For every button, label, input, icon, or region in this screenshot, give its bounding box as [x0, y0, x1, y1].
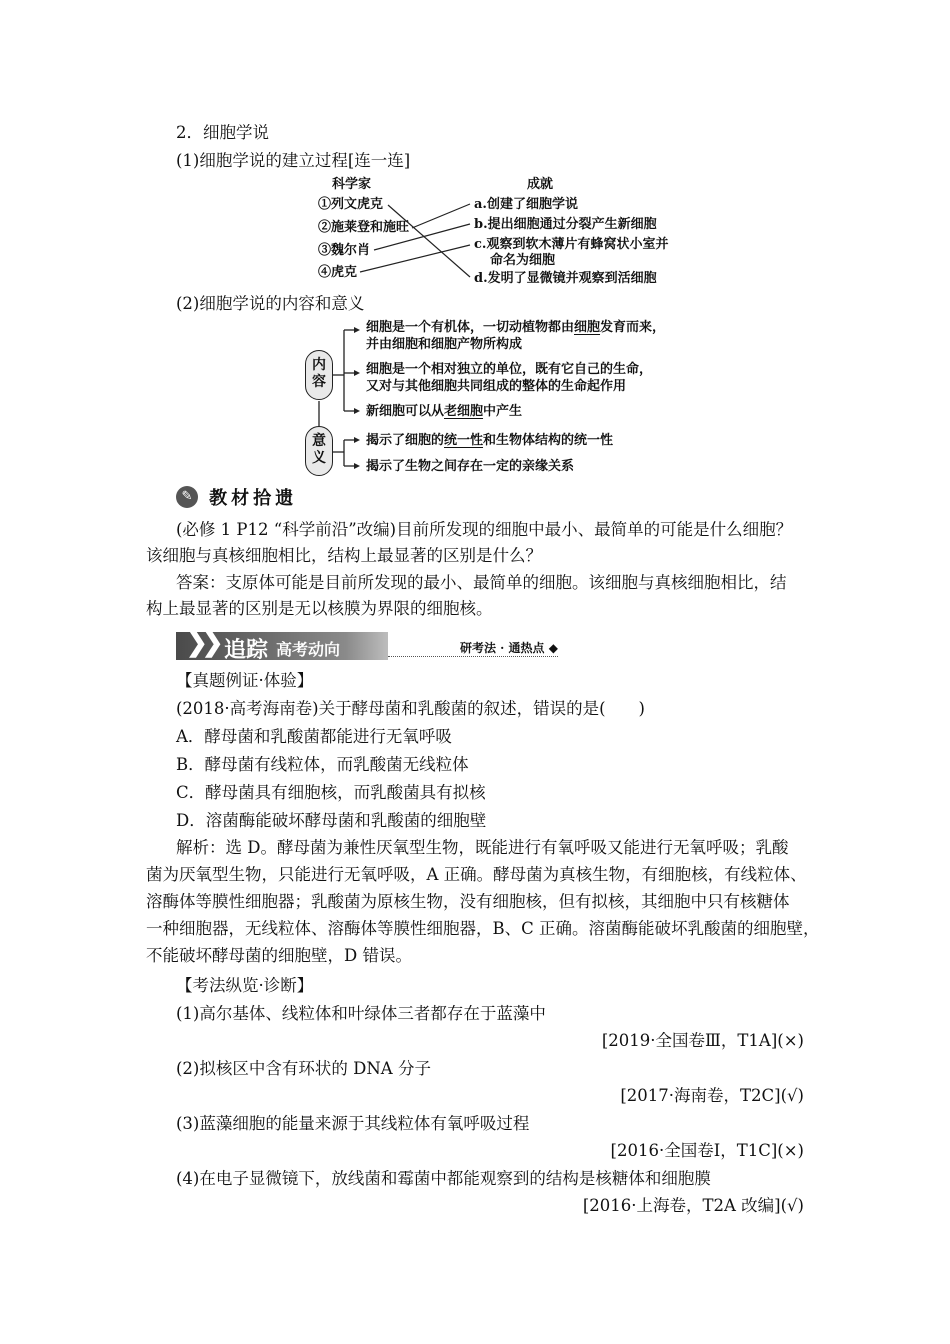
exam-question: (2018·高考海南卷)关于酵母菌和乳酸菌的叙述，错误的是( ) — [176, 699, 645, 718]
section-title: 2．细胞学说 — [176, 123, 269, 142]
content-item-3: 新细胞可以从老细胞中产生 — [366, 404, 523, 419]
achievement-item: d.发明了显微镜并观察到活细胞 — [474, 271, 657, 286]
banner-title: 追踪 — [224, 638, 269, 663]
banner-subtitle: 高考动向 — [276, 640, 341, 659]
achievement-item: c.观察到软木薄片有蜂窝状小室并 — [474, 237, 669, 252]
achievement-item: 命名为细胞 — [490, 253, 556, 268]
exam-option: D．溶菌酶能破坏酵母菌和乳酸菌的细胞壁 — [176, 811, 487, 830]
section-banner — [176, 628, 388, 663]
textbook-badge — [176, 484, 297, 510]
content-item-2-line2: 又对与其他细胞共同组成的整体的生命起作用 — [366, 379, 627, 394]
textbook-answer-line1: 答案：支原体可能是目前所发现的最小、最简单的细胞。该细胞与真核细胞相比，结 — [176, 573, 787, 592]
diagnosis-source: [2016·上海卷，T2A 改编](√) — [582, 1196, 804, 1215]
meaning-label: 意 义 — [305, 426, 333, 476]
diamond-icon: ◆ — [548, 641, 558, 655]
analysis-line: 一种细胞器，无线粒体、溶酶体等膜性细胞器，B、C 正确。溶菌酶能破坏乳酸菌的细胞壁， — [146, 919, 820, 938]
scientist-item: ①列文虎克 — [318, 197, 384, 212]
content-item-2: 细胞是一个相对独立的单位，既有它自己的生命， — [366, 362, 653, 377]
content-item-1-line2: 并由细胞和细胞产物所构成 — [366, 337, 523, 352]
analysis-line: 不能破坏酵母菌的细胞壁，D 错误。 — [146, 946, 412, 965]
diagnosis-item: (4)在电子显微镜下，放线菌和霉菌中都能观察到的结构是核糖体和细胞膜 — [176, 1169, 711, 1188]
scientist-item: ④虎克 — [318, 265, 358, 280]
textbook-answer-line2: 构上最显著的区别是无以核膜为界限的细胞核。 — [146, 599, 493, 618]
meaning-item-2: 揭示了生物之间存在一定的亲缘关系 — [366, 459, 575, 474]
diagnosis-source: [2019·全国卷Ⅲ，T1A](×) — [601, 1031, 804, 1050]
diagnosis-source: [2016·全国卷Ⅰ，T1C](×) — [610, 1141, 804, 1160]
analysis-line: 解析：选 D。酵母菌为兼性厌氧型生物，既能进行有氧呼吸又能进行无氧呼吸；乳酸 — [176, 838, 789, 857]
banner-chevron-icon: ❯❯ — [186, 628, 218, 658]
banner-rule — [388, 656, 558, 657]
content-item-1: 细胞是一个有机体，一切动植物都由细胞发育而来， — [366, 320, 666, 335]
matching-lines — [0, 0, 950, 300]
establishment-heading: (1)细胞学说的建立过程[连一连] — [176, 151, 411, 170]
scientist-item: ③魏尔肖 — [318, 243, 371, 258]
content-label: 内 容 — [305, 350, 333, 400]
textbook-question-line1: (必修 1 P12 “科学前沿”改编)目前所发现的细胞中最小、最简单的可能是什么细胞？ — [176, 520, 793, 539]
analysis-line: 溶酶体等膜性细胞器；乳酸菌为原核生物，没有细胞核，但有拟核，其细胞中只有核糖体 — [146, 892, 790, 911]
achievement-item: b.提出细胞通过分裂产生新细胞 — [474, 217, 657, 232]
diagnosis-item: (2)拟核区中含有环状的 DNA 分子 — [176, 1059, 431, 1078]
exam-option: A．酵母菌和乳酸菌都能进行无氧呼吸 — [176, 727, 452, 746]
diagnosis-heading: 【考法纵览·诊断】 — [176, 976, 314, 995]
meaning-item-1: 揭示了细胞的统一性和生物体结构的统一性 — [366, 433, 614, 448]
analysis-line: 菌为厌氧型生物，只能进行无氧呼吸，A 正确。酵母菌为真核生物，有细胞核，有线粒体、 — [146, 865, 807, 884]
exam-heading: 【真题例证·体验】 — [176, 671, 314, 690]
content-meaning-heading: (2)细胞学说的内容和意义 — [176, 294, 365, 313]
diagnosis-source: [2017·海南卷，T2C](√) — [620, 1086, 804, 1105]
achievement-column-header: 成就 — [527, 177, 554, 192]
exam-option: B．酵母菌有线粒体，而乳酸菌无线粒体 — [176, 755, 469, 774]
exam-option: C．酵母菌具有细胞核，而乳酸菌具有拟核 — [176, 783, 486, 802]
scientist-item: ②施莱登和施旺 — [318, 220, 410, 235]
pencil-icon: ✎ — [176, 486, 198, 508]
diagnosis-item: (3)蓝藻细胞的能量来源于其线粒体有氧呼吸过程 — [176, 1114, 530, 1133]
scientist-column-header: 科学家 — [332, 177, 372, 192]
achievement-item: a.创建了细胞学说 — [474, 197, 578, 212]
textbook-question-line2: 该细胞与真核细胞相比，结构上最显著的区别是什么？ — [146, 546, 542, 565]
textbook-badge-title: 教材拾遗 — [209, 488, 298, 509]
diagnosis-item: (1)高尔基体、线粒体和叶绿体三者都存在于蓝藻中 — [176, 1004, 546, 1023]
banner-right-text: 研考法 · 通热点 ◆ — [460, 641, 558, 655]
